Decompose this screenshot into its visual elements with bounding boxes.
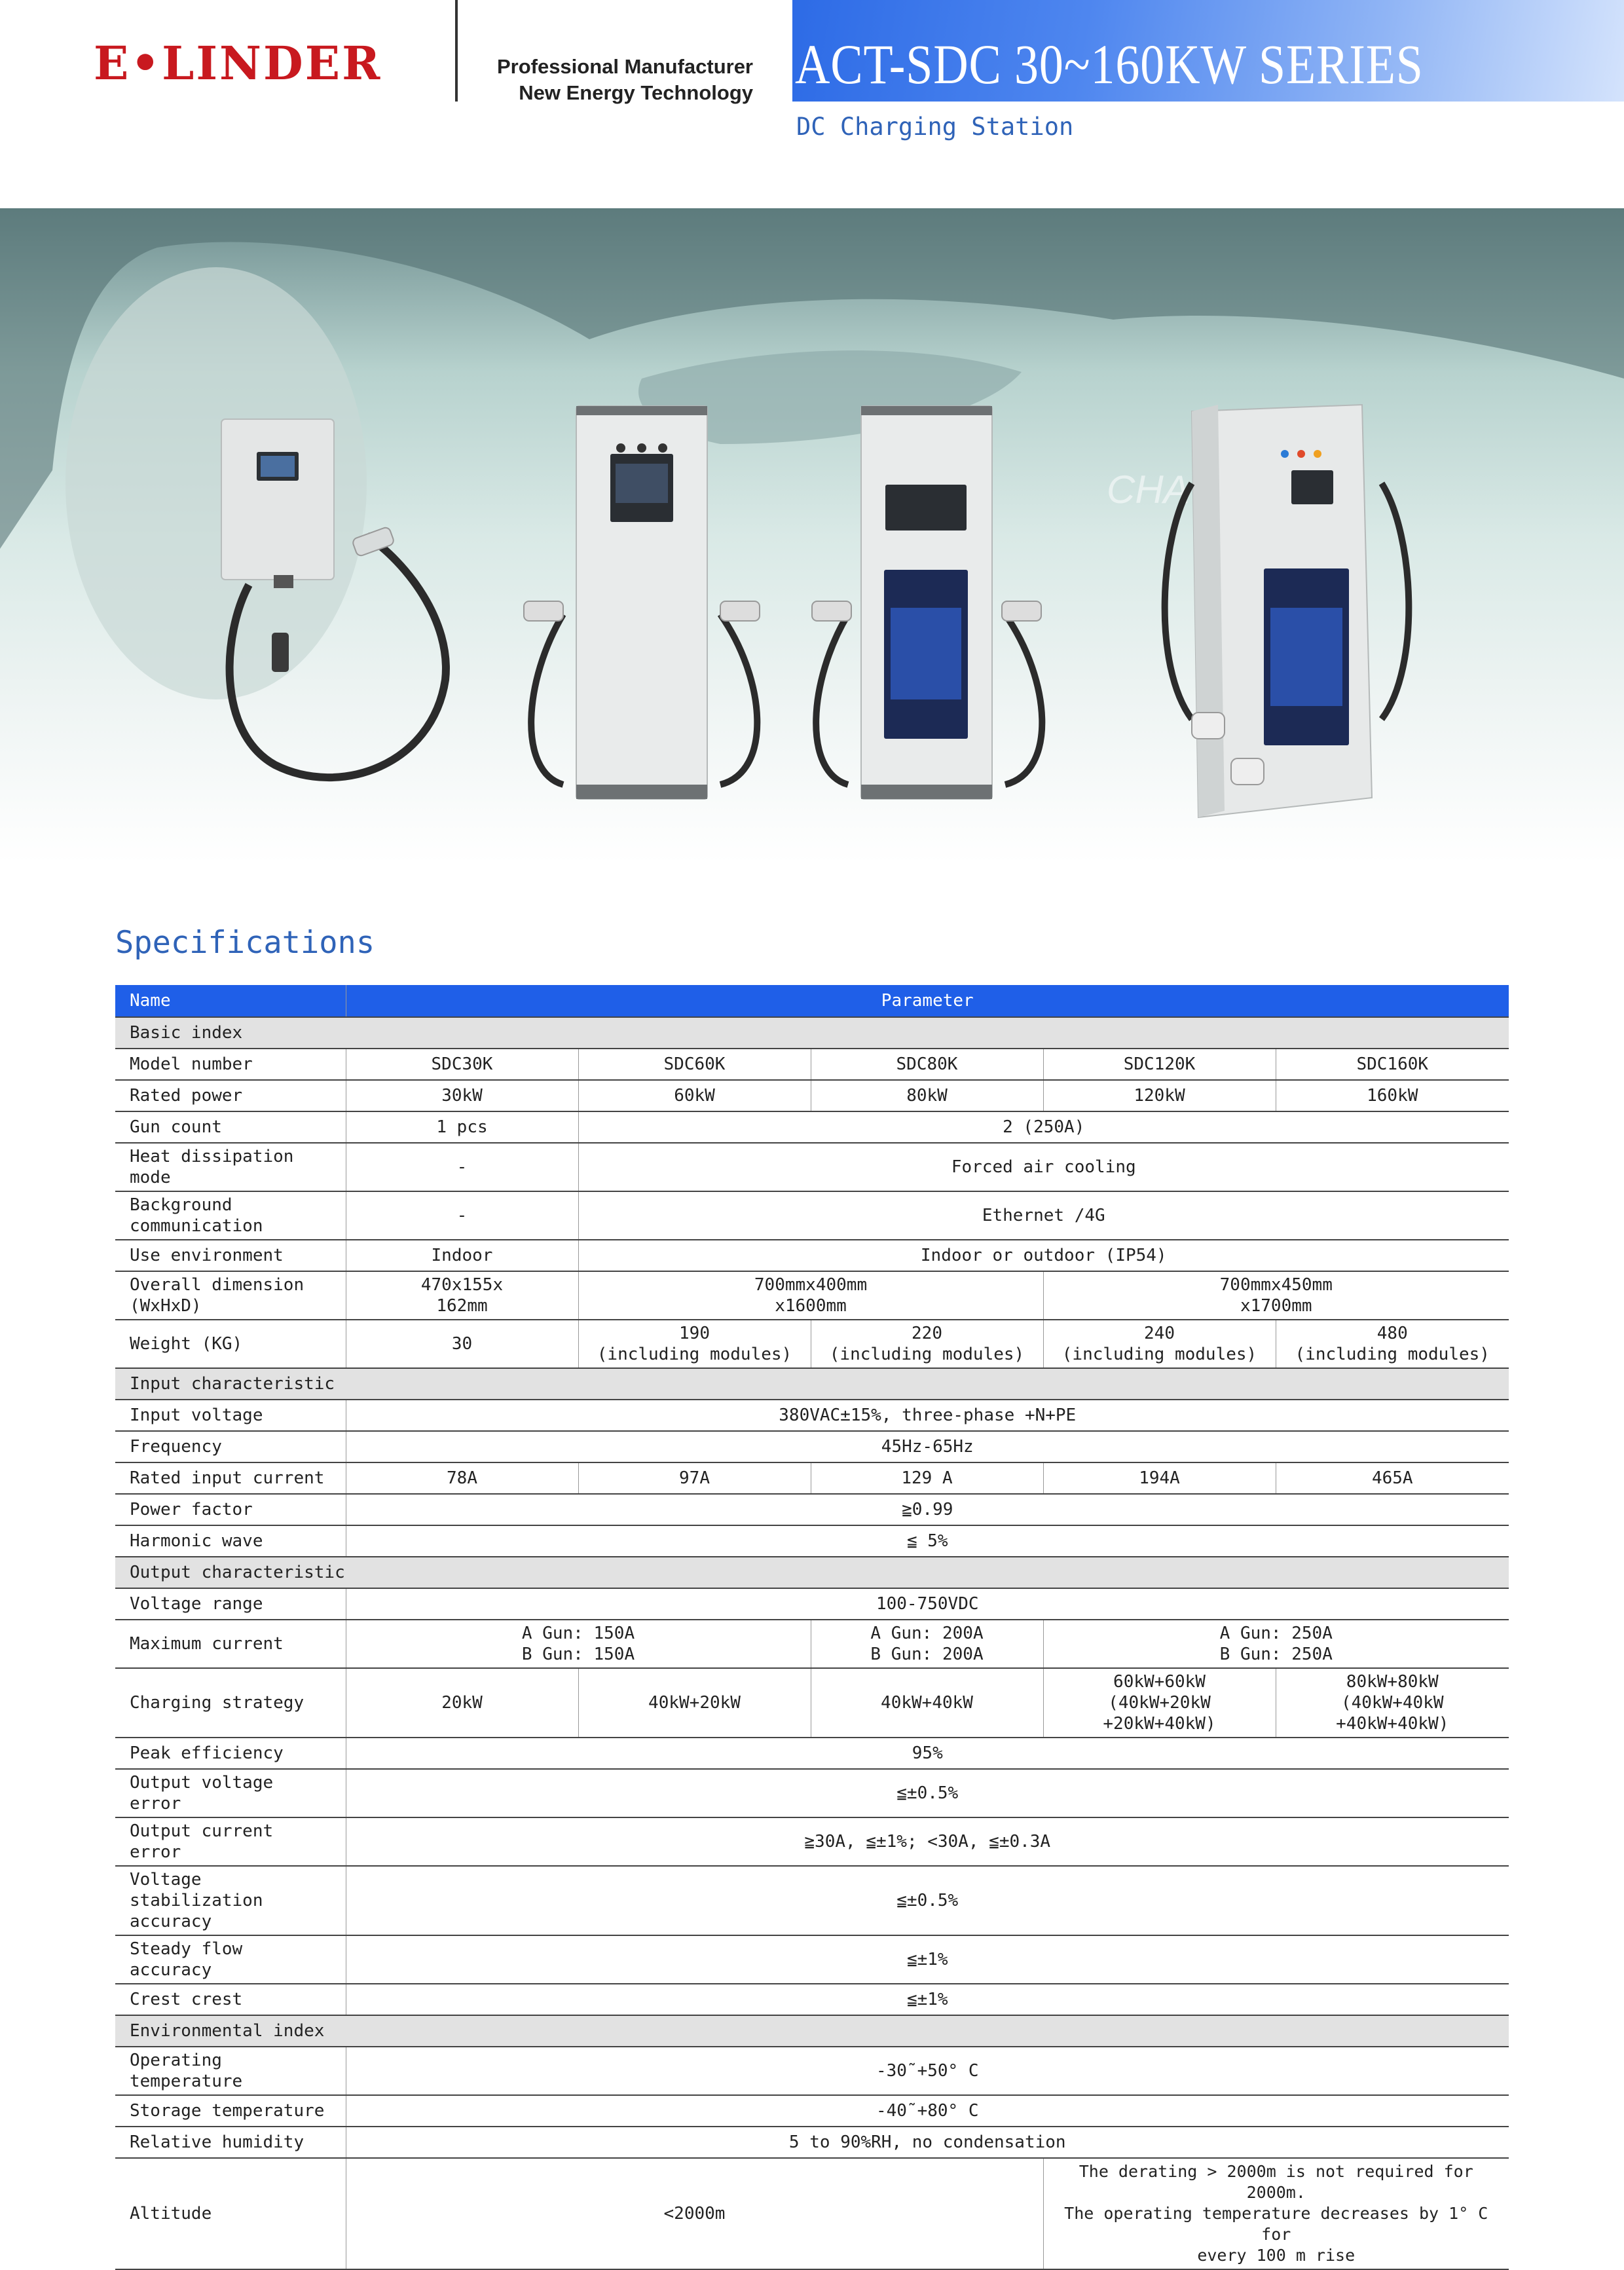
row-label-line: communication xyxy=(130,1216,263,1236)
table-row xyxy=(115,1525,1509,1557)
cell: <2000m xyxy=(346,2158,1043,2269)
table-row xyxy=(115,2095,1509,2127)
cell-line: 80kW+80kW xyxy=(1346,1672,1439,1692)
cell-line: 700mmx450mm xyxy=(1219,1275,1333,1295)
cell xyxy=(1043,1320,1276,1368)
cell-line: A Gun: 250A xyxy=(1219,1624,1333,1643)
cell: 465A xyxy=(1276,1462,1509,1494)
table-row xyxy=(115,2158,1509,2269)
row-label: Power factor xyxy=(115,1494,346,1525)
row-label: Frequency xyxy=(115,1431,346,1462)
table-row xyxy=(115,1620,1509,1668)
section-output-characteristic xyxy=(115,1557,1509,1588)
table-row xyxy=(115,1462,1509,1494)
table-row xyxy=(115,1817,1509,1866)
cell-line: B Gun: 150A xyxy=(521,1645,635,1664)
row-label: Model number xyxy=(115,1049,346,1080)
cell-line: 60kW+60kW xyxy=(1113,1672,1206,1692)
table-row xyxy=(115,1191,1509,1240)
cell-line: A Gun: 150A xyxy=(521,1624,635,1643)
floor-charger-sdc60k xyxy=(524,406,760,799)
cell-line: +20kW+40kW) xyxy=(1103,1714,1216,1734)
header-name: Name xyxy=(115,985,346,1017)
cell-line: 240 xyxy=(1144,1324,1175,1343)
cell: 60kW xyxy=(578,1080,811,1111)
cell: 95% xyxy=(346,1738,1509,1769)
cell-line: (including modules) xyxy=(597,1345,792,1364)
cell xyxy=(1043,1620,1509,1668)
table-row xyxy=(115,1143,1509,1191)
row-label: Maximum current xyxy=(115,1620,346,1668)
cell: ≦±1% xyxy=(346,1935,1509,1984)
page-subtitle: DC Charging Station xyxy=(796,113,1074,141)
table-row xyxy=(115,1080,1509,1111)
cell: 30 xyxy=(346,1320,578,1368)
row-label: Rated input current xyxy=(115,1462,346,1494)
row-label-line: accuracy xyxy=(130,1912,212,1931)
cell: SDC80K xyxy=(811,1049,1043,1080)
cell-line: 700mmx400mm xyxy=(754,1275,868,1295)
table-row xyxy=(115,1400,1509,1431)
table-row xyxy=(115,1588,1509,1620)
section-label: Input characteristic xyxy=(115,1368,1509,1400)
table-row xyxy=(115,1240,1509,1271)
cell: 80kW xyxy=(811,1080,1043,1111)
cell: 120kW xyxy=(1043,1080,1276,1111)
cell-line: every 100 m rise xyxy=(1197,2246,1356,2265)
row-label: Steady flow accuracy xyxy=(115,1935,346,1984)
section-label: Output characteristic xyxy=(115,1557,1509,1588)
row-label: Crest crest xyxy=(115,1984,346,2015)
cell xyxy=(1276,1668,1509,1738)
cell: ≦ 5% xyxy=(346,1525,1509,1557)
cell xyxy=(346,1620,811,1668)
section-basic-index xyxy=(115,1017,1509,1049)
cell: - xyxy=(346,1191,578,1240)
cell-line: x1700mm xyxy=(1240,1296,1312,1316)
table-row xyxy=(115,1866,1509,1935)
cell: SDC160K xyxy=(1276,1049,1509,1080)
row-label: Altitude xyxy=(115,2158,346,2269)
cell xyxy=(811,1620,1043,1668)
table-row xyxy=(115,2127,1509,2158)
table-row xyxy=(115,1271,1509,1320)
cell xyxy=(1043,1668,1276,1738)
tagline xyxy=(497,54,753,106)
row-label: Harmonic wave xyxy=(115,1525,346,1557)
row-label: Output current error xyxy=(115,1817,346,1866)
cell-line: 190 xyxy=(679,1324,710,1343)
cell-line: +40kW+40kW) xyxy=(1336,1714,1449,1734)
cell: 78A xyxy=(346,1462,578,1494)
cell: 20kW xyxy=(346,1668,578,1738)
specifications-heading: Specifications xyxy=(115,925,375,961)
tagline-line-1: Professional Manufacturer xyxy=(496,55,753,78)
row-label: Gun count xyxy=(115,1111,346,1143)
cell-line: 480 xyxy=(1376,1324,1408,1343)
row-label: Rated power xyxy=(115,1080,346,1111)
table-row xyxy=(115,1738,1509,1769)
row-label: Peak efficiency xyxy=(115,1738,346,1769)
cell: 160kW xyxy=(1276,1080,1509,1111)
cell: Ethernet /4G xyxy=(578,1191,1509,1240)
row-label xyxy=(115,1866,346,1935)
cell-line: B Gun: 250A xyxy=(1219,1645,1333,1664)
cell: SDC30K xyxy=(346,1049,578,1080)
table-row xyxy=(115,1049,1509,1080)
table-row xyxy=(115,1984,1509,2015)
cell: ≦±0.5% xyxy=(346,1769,1509,1817)
cell xyxy=(346,1271,578,1320)
cell: -40˜+80° C xyxy=(346,2095,1509,2127)
cell-line: (including modules) xyxy=(1061,1345,1257,1364)
cell: ≦±0.5% xyxy=(346,1866,1509,1935)
cell: 1 pcs xyxy=(346,1111,578,1143)
table-row xyxy=(115,1111,1509,1143)
cell: 100-750VDC xyxy=(346,1588,1509,1620)
cell-line: A Gun: 200A xyxy=(870,1624,984,1643)
row-label: Voltage range xyxy=(115,1588,346,1620)
cell-line: B Gun: 200A xyxy=(870,1645,984,1664)
row-label-line: (WxHxD) xyxy=(130,1296,202,1316)
cell-line: x1600mm xyxy=(775,1296,847,1316)
cell: Forced air cooling xyxy=(578,1143,1509,1191)
table-row xyxy=(115,1431,1509,1462)
table-row xyxy=(115,1769,1509,1817)
cell: 129 A xyxy=(811,1462,1043,1494)
row-label: Charging strategy xyxy=(115,1668,346,1738)
cell-line: (including modules) xyxy=(829,1345,1025,1364)
floor-charger-sdc80k xyxy=(812,406,1042,799)
watermark-text: CHA xyxy=(1107,468,1190,512)
cell: 194A xyxy=(1043,1462,1276,1494)
section-environmental-index xyxy=(115,2015,1509,2047)
cell xyxy=(811,1320,1043,1368)
cell: ≧0.99 xyxy=(346,1494,1509,1525)
table-row xyxy=(115,1668,1509,1738)
row-label: Weight (KG) xyxy=(115,1320,346,1368)
section-label: Basic index xyxy=(115,1017,1509,1049)
cell xyxy=(1043,1271,1509,1320)
table-row xyxy=(115,2047,1509,2095)
row-label xyxy=(115,1271,346,1320)
cell-line: (40kW+20kW xyxy=(1108,1693,1211,1713)
cell: 5 to 90%RH, no condensation xyxy=(346,2127,1509,2158)
cell: Indoor xyxy=(346,1240,578,1271)
row-label-line: Overall dimension xyxy=(130,1275,304,1295)
cell: 30kW xyxy=(346,1080,578,1111)
cell-line: (40kW+40kW xyxy=(1340,1693,1444,1713)
table-row xyxy=(115,1935,1509,1984)
table-header-row xyxy=(115,985,1509,1017)
row-label: Output voltage error xyxy=(115,1769,346,1817)
cell: -30˜+50° C xyxy=(346,2047,1509,2095)
cell: Indoor or outdoor (IP54) xyxy=(578,1240,1509,1271)
cell-line: 162mm xyxy=(436,1296,488,1316)
cell: 380VAC±15%, three-phase +N+PE xyxy=(346,1400,1509,1431)
tagline-line-2: New Energy Technology xyxy=(519,81,753,104)
row-label: Operating temperature xyxy=(115,2047,346,2095)
row-label: Heat dissipation mode xyxy=(115,1143,346,1191)
section-input-characteristic xyxy=(115,1368,1509,1400)
cell xyxy=(578,1271,1043,1320)
row-label-line: Background xyxy=(130,1195,232,1215)
header-parameter: Parameter xyxy=(346,985,1509,1017)
row-label: Relative humidity xyxy=(115,2127,346,2158)
cell: - xyxy=(346,1143,578,1191)
cell xyxy=(1276,1320,1509,1368)
product-photo xyxy=(0,208,1624,863)
row-label: Input voltage xyxy=(115,1400,346,1431)
cell: 45Hz-65Hz xyxy=(346,1431,1509,1462)
cell: ≦±1% xyxy=(346,1984,1509,2015)
specifications-table xyxy=(115,985,1509,2270)
cell-line: 220 xyxy=(912,1324,942,1343)
cell-line: The derating > 2000m is not required for 2000m. xyxy=(1079,2162,1473,2202)
cell xyxy=(578,1320,811,1368)
header-divider xyxy=(455,0,458,102)
cell: SDC120K xyxy=(1043,1049,1276,1080)
cell: ≧30A, ≦±1%; <30A, ≦±0.3A xyxy=(346,1817,1509,1866)
cell xyxy=(1043,2158,1509,2269)
brand-logo: E•LINDER xyxy=(94,36,382,90)
row-label: Storage temperature xyxy=(115,2095,346,2127)
table-row xyxy=(115,1494,1509,1525)
row-label-line: Voltage stabilization xyxy=(130,1870,263,1910)
series-title: ACT-SDC 30~160KW SERIES xyxy=(795,33,1424,96)
cell: SDC60K xyxy=(578,1049,811,1080)
row-label xyxy=(115,1191,346,1240)
cell: 40kW+40kW xyxy=(811,1668,1043,1738)
cell-line: (including modules) xyxy=(1295,1345,1490,1364)
row-label: Use environment xyxy=(115,1240,346,1271)
cell-line: The operating temperature decreases by 1° C for xyxy=(1064,2204,1488,2244)
cell: 97A xyxy=(578,1462,811,1494)
table-row xyxy=(115,1320,1509,1368)
floor-charger-sdc160k xyxy=(1165,405,1409,817)
cell-line: 470x155x xyxy=(420,1275,504,1295)
cell: 2 (250A) xyxy=(578,1111,1509,1143)
section-label: Environmental index xyxy=(115,2015,1509,2047)
cell: 40kW+20kW xyxy=(578,1668,811,1738)
